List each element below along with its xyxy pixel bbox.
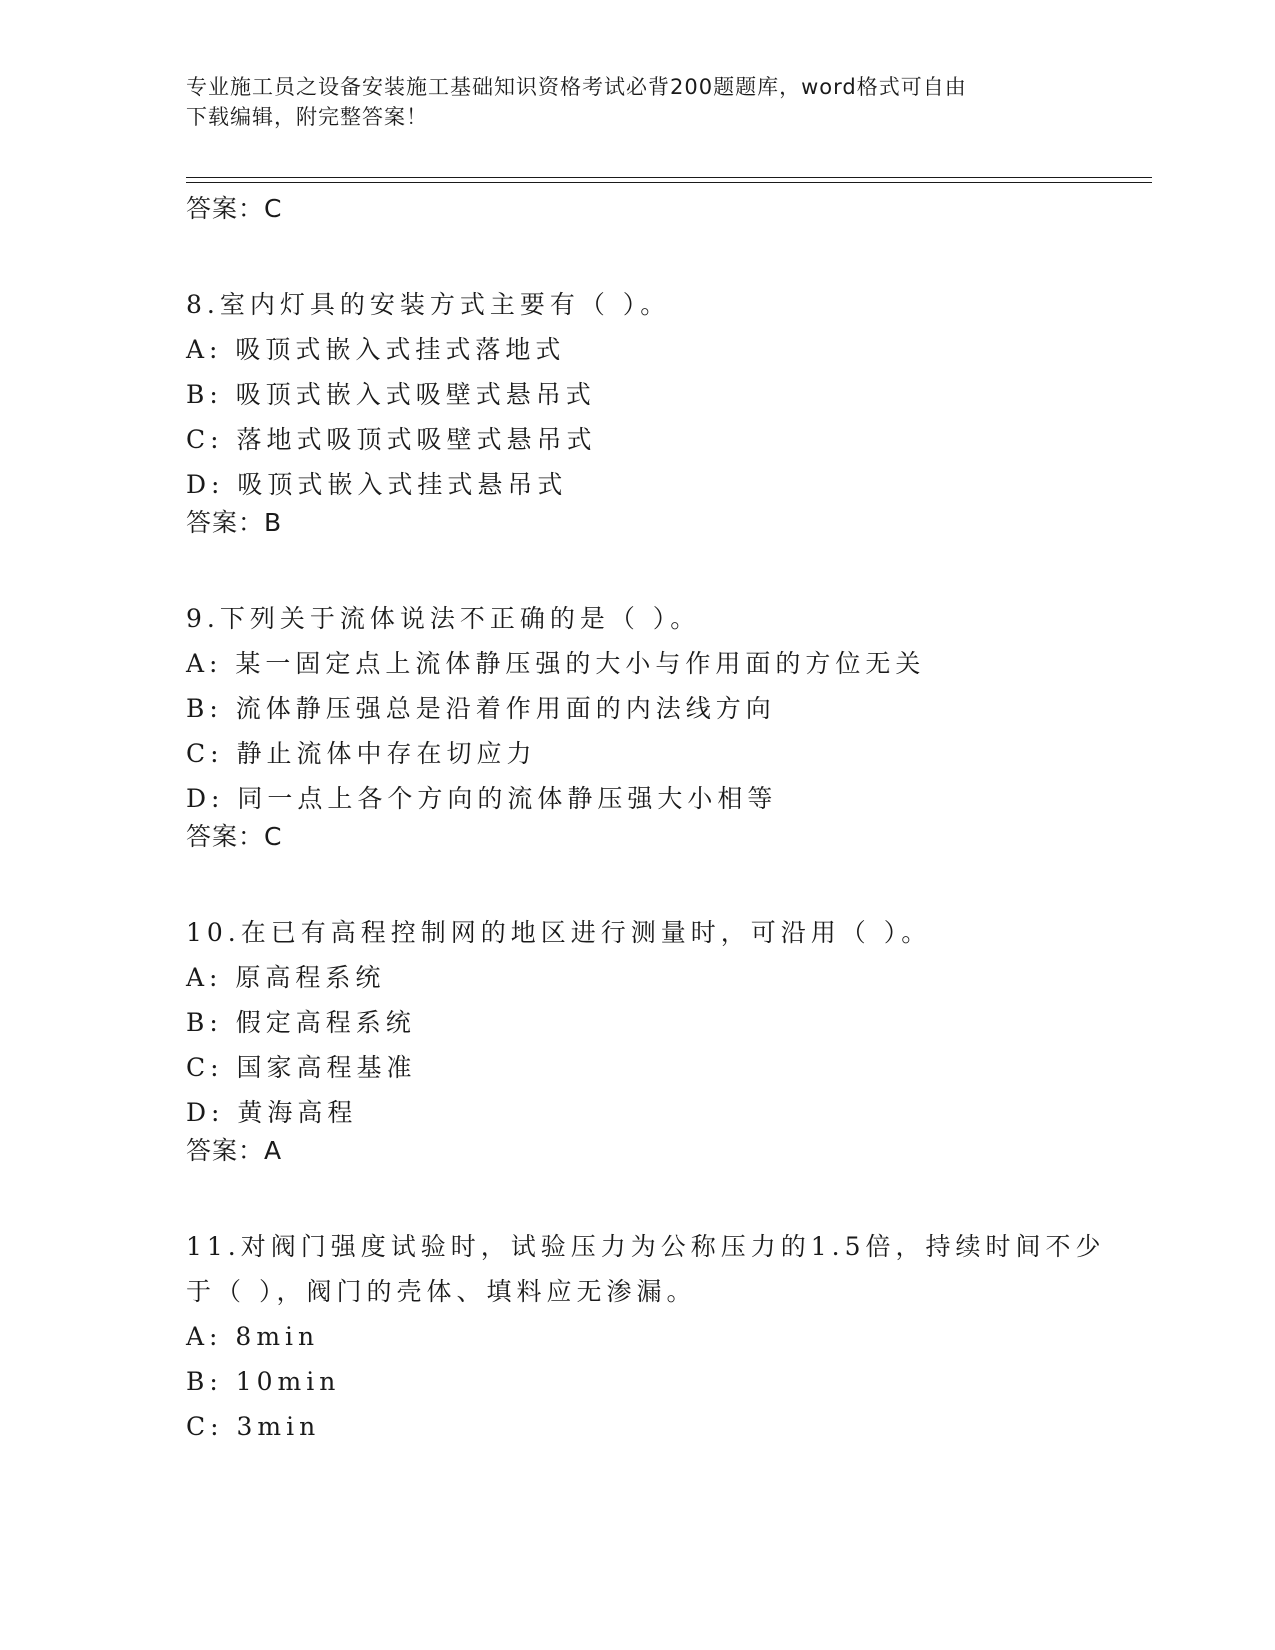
question-text-line-1: 11.对阀门强度试验时，试验压力为公称压力的1.5倍，持续时间不少 [186, 1232, 1106, 1261]
option-a: A: 原高程系统 [186, 963, 386, 992]
question-text: 8.室内灯具的安装方式主要有（ ）。 [186, 290, 671, 319]
question-answer: 答案：C [186, 822, 283, 851]
question-8 [186, 282, 1146, 538]
question-11 [186, 1224, 1146, 1449]
question-answer: 答案：A [186, 1136, 283, 1165]
question-text: 9.下列关于流体说法不正确的是（ ）。 [186, 604, 701, 633]
question-text: 10.在已有高程控制网的地区进行测量时，可沿用（ ）。 [186, 918, 932, 947]
option-a: A: 吸顶式嵌入式挂式落地式 [186, 335, 566, 364]
option-b: B: 吸顶式嵌入式吸壁式悬吊式 [186, 380, 596, 409]
previous-question-answer: 答案：C [186, 194, 283, 223]
option-c: C: 3min [186, 1412, 321, 1441]
option-c: C: 落地式吸顶式吸壁式悬吊式 [186, 425, 597, 454]
question-9 [186, 596, 1146, 852]
option-c: C: 国家高程基准 [186, 1053, 417, 1082]
question-10 [186, 910, 1146, 1166]
option-b: B: 假定高程系统 [186, 1008, 416, 1037]
question-text-line-2: 于（ ），阀门的壳体、填料应无渗漏。 [186, 1277, 697, 1306]
option-d: D: 黄海高程 [186, 1098, 358, 1127]
question-list [186, 190, 1146, 1449]
option-d: D: 同一点上各个方向的流体静压强大小相等 [186, 784, 778, 813]
document-header [186, 72, 1066, 132]
header-line-2: 下载编辑，附完整答案！ [186, 105, 428, 129]
option-c: C: 静止流体中存在切应力 [186, 739, 537, 768]
option-b: B: 流体静压强总是沿着作用面的内法线方向 [186, 694, 776, 723]
option-a: A: 8min [186, 1322, 320, 1351]
header-line-1: 专业施工员之设备安装施工基础知识资格考试必背200题题库，word格式可自由 [186, 75, 967, 99]
question-answer: 答案：B [186, 508, 283, 537]
option-a: A: 某一固定点上流体静压强的大小与作用面的方位无关 [186, 649, 926, 678]
header-divider-top [186, 177, 1152, 178]
option-d: D: 吸顶式嵌入式挂式悬吊式 [186, 470, 568, 499]
header-divider-bottom [186, 182, 1152, 183]
option-b: B: 10min [186, 1367, 341, 1396]
